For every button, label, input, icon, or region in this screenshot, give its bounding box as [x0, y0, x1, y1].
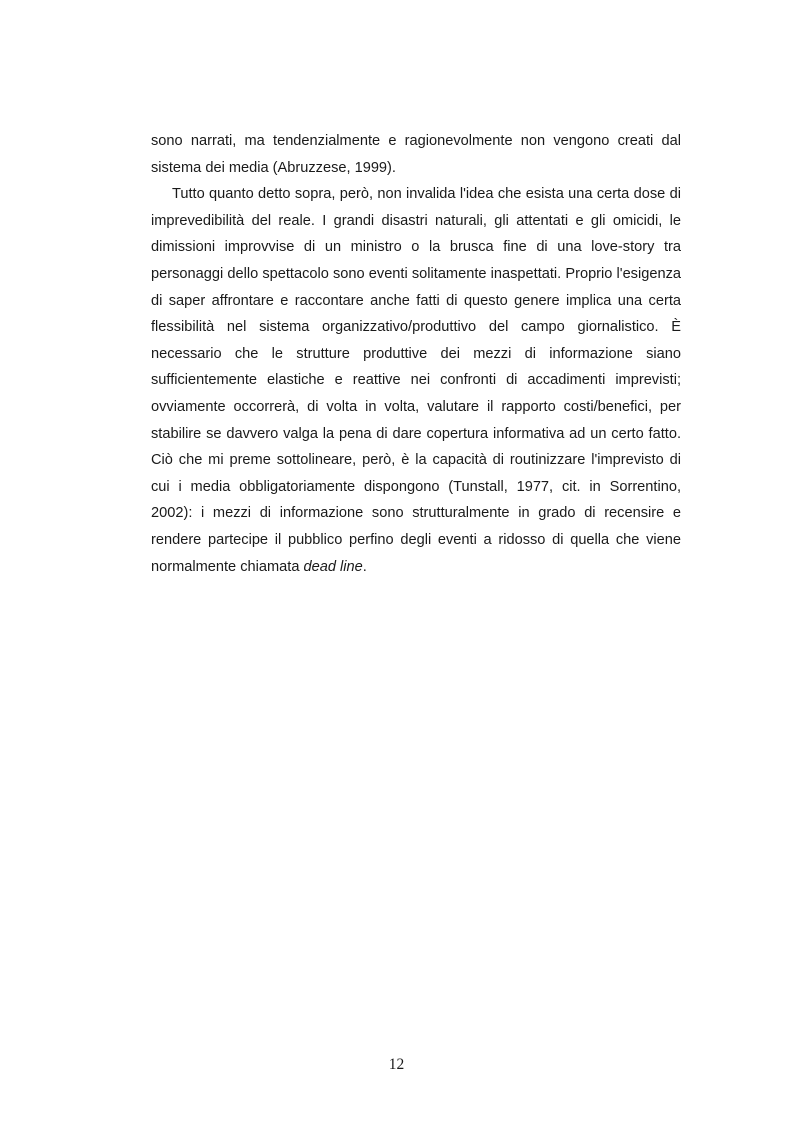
body-text — [151, 128, 681, 580]
paragraph-1: sono narrati, ma tendenzialmente e ragionevolmente non vengono creati dal sistema dei media (Abruzzese, 1999). — [151, 133, 681, 176]
paragraph-2 — [151, 181, 681, 580]
page-number: 12 — [388, 1056, 405, 1073]
italic-term: dead line — [303, 558, 363, 575]
paragraph-2-text: Tutto quanto detto sopra, però, non invalida l'idea che esista una certa dose di imprevedibilità del reale. I grandi disastri naturali, gli attentati e gli omicidi, le dimissioni improvvise di un ministro o la brusca fine di una love-story tra personaggi dello spettacolo sono eventi solitamente inaspettati. Proprio l'esigenza di saper affrontare e raccontare anche fatti di questo genere implica una certa flessibilità nel sistema organizzativo/produttivo del campo giornalistico. È necessario che le strutture produttive dei mezzi di informazione siano sufficientemente elastiche e reattive nei confronti di accadimenti imprevisti; ovviamente occorrerà, di volta in volta, valutare il rapporto costi/benefici, per stabilire se davvero valga la pena di dare copertura informativa ad un certo fatto. Ciò che mi preme sottolineare, però, è la capacità di routinizzare l'imprevisto di cui i media obbligatoriamente dispongono (Tunstall, 1977, cit. in Sorrentino, 2002): i mezzi di informazione sono strutturalmente in grado di recensire e rendere partecipe il pubblico perfino degli eventi a ridosso di quella che viene normalmente chiamata — [151, 186, 681, 575]
paragraph-2-end: . — [362, 558, 367, 575]
